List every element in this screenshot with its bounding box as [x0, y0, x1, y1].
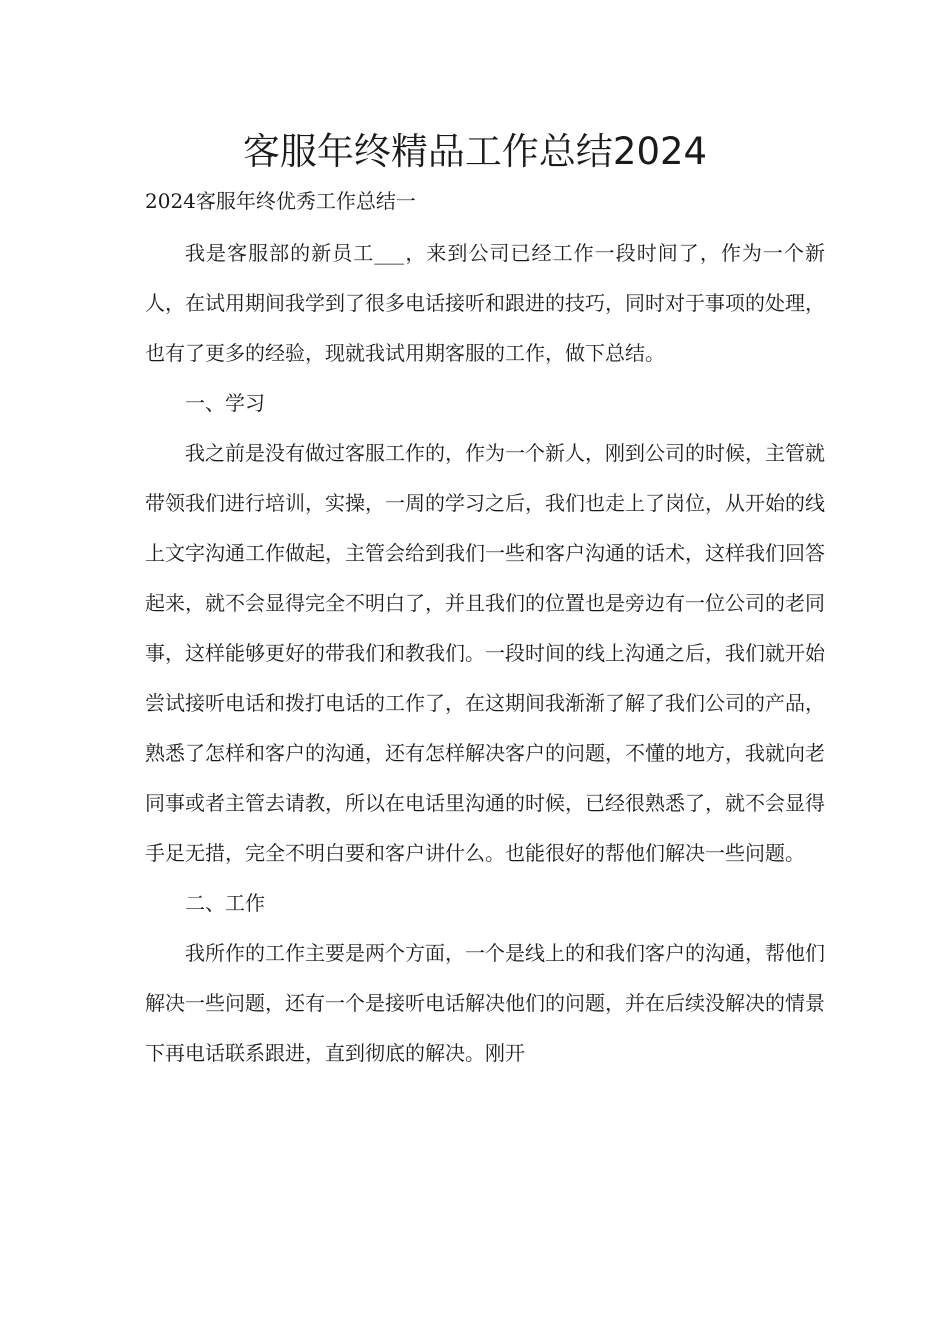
paragraph-work: 我所作的工作主要是两个方面，一个是线上的和我们客户的沟通，帮他们解决一些问题，还有一个是接听电话解决他们的问题，并在后续没解决的情景下再电话联系跟进，直到彻底的解决。刚开	[145, 941, 825, 1065]
paragraph-intro: 我是客服部的新员工___，来到公司已经工作一段时间了，作为一个新人，在试用期间我学到了很多电话接听和跟进的技巧，同时对于事项的处理，也有了更多的经验，现就我试用期客服的工作，做下总结。	[145, 241, 825, 365]
section-heading-study: 一、学习	[185, 391, 265, 415]
document-subtitle: 2024客服年终优秀工作总结一	[145, 189, 416, 213]
document-body	[145, 228, 825, 1078]
paragraph-study: 我之前是没有做过客服工作的，作为一个新人，刚到公司的时候，主管就带领我们进行培训，实操，一周的学习之后，我们也走上了岗位，从开始的线上文字沟通工作做起，主管会给到我们一些和客户沟通的话术，这样我们回答起来，就不会显得完全不明白了，并且我们的位置也是旁边有一位公司的老同事，这样能够更好的带我们和教我们。一段时间的线上沟通之后，我们就开始尝试接听电话和拨打电话的工作了，在这期间我渐渐了解了我们公司的产品，熟悉了怎样和客户的沟通，还有怎样解决客户的问题，不懂的地方，我就向老同事或者主管去请教，所以在电话里沟通的时候，已经很熟悉了，就不会显得手足无措，完全不明白要和客户讲什么。也能很好的帮他们解决一些问题。	[145, 441, 825, 865]
document-title: 客服年终精品工作总结2024	[242, 130, 708, 173]
section-heading-work: 二、工作	[185, 891, 265, 915]
